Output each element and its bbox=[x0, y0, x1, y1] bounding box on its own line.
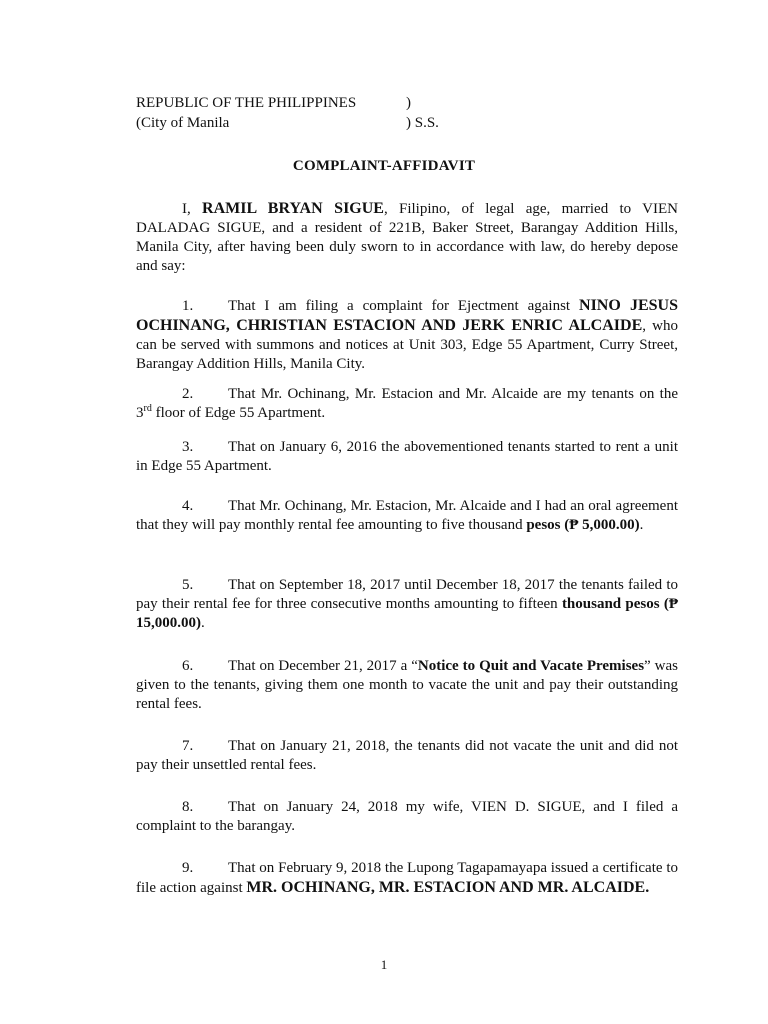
paragraph-text: That on January 21, 2018, the tenants did not vacate the unit and did not pay their unsettled rental fees. bbox=[136, 738, 678, 773]
respondents-names: NINO JESUS OCHINANG, CHRISTIAN ESTACION AND JERK ENRIC ALCAIDE bbox=[136, 297, 678, 334]
venue-paren: ) bbox=[406, 95, 411, 111]
paragraph-number: 8. bbox=[182, 799, 194, 815]
ordinal-suffix: rd bbox=[143, 403, 152, 414]
venue-country: REPUBLIC OF THE PHILIPPINES bbox=[136, 95, 357, 111]
amount-bold: pesos (₱ 5,000.00) bbox=[526, 517, 640, 533]
paragraph-8 bbox=[136, 798, 678, 836]
paragraph-text: That on January 24, 2018 my wife, VIEN D. SIGUE, and I filed a complaint to the barangay. bbox=[136, 799, 678, 834]
intro-text: , Filipino, of legal age, married to VIEN DALADAG SIGUE, and a resident of 221B, Baker Street, Barangay Addition Hills, Manila City, after having been duly sworn to in accordance with law, do hereby depose and say: bbox=[136, 201, 678, 274]
paragraph-number: 5. bbox=[182, 577, 194, 593]
page-number: 1 bbox=[380, 957, 388, 972]
paragraph-5 bbox=[136, 576, 678, 633]
paragraph-number: 1. bbox=[182, 298, 194, 314]
notice-title: Notice to Quit and Vacate Premises bbox=[417, 658, 645, 674]
affiant-name: RAMIL BRYAN SIGUE bbox=[202, 200, 384, 217]
paragraph-6 bbox=[136, 657, 678, 714]
paragraph-text: That Mr. Ochinang, Mr. Estacion and Mr. Alcaide are my tenants on the 3 bbox=[136, 386, 678, 421]
intro-paragraph bbox=[136, 199, 678, 276]
paragraph-number: 3. bbox=[182, 439, 194, 455]
paragraph-text: That Mr. Ochinang, Mr. Estacion, Mr. Alcaide and I had an oral agreement that they will pay monthly rental fee amounting to five thousand bbox=[136, 498, 678, 533]
amount-bold: thousand pesos (₱ 15,000.00) bbox=[136, 596, 679, 631]
paragraph-number: 7. bbox=[182, 738, 194, 754]
paragraph-number: 9. bbox=[182, 860, 194, 876]
paragraph-number: 2. bbox=[182, 386, 194, 402]
paragraph-number: 4. bbox=[182, 498, 194, 514]
paragraph-text: . bbox=[639, 517, 644, 533]
paragraph-text: That on December 21, 2017 a “ bbox=[228, 658, 418, 674]
paragraph-text: , who can be served with summons and notices at Unit 303, Edge 55 Apartment, Curry Street, Barangay Addition Hills, Manila City. bbox=[136, 318, 678, 372]
intro-prefix: I, bbox=[182, 201, 203, 217]
paragraph-4 bbox=[136, 497, 678, 535]
paragraph-text: ” was given to the tenants, giving them one month to vacate the unit and pay their outstanding rental fees. bbox=[136, 658, 678, 712]
paragraph-text: That on September 18, 2017 until December 18, 2017 the tenants failed to pay their rental fee for three consecutive months amounting to fifteen bbox=[136, 577, 678, 612]
respondents-names: MR. OCHINANG, MR. ESTACION AND MR. ALCAIDE. bbox=[246, 879, 650, 896]
paragraph-text: That on February 9, 2018 the Lupong Tagapamayapa issued a certificate to file action against bbox=[136, 860, 678, 896]
paragraph-9 bbox=[136, 859, 678, 898]
document-title: COMPLAINT-AFFIDAVIT bbox=[292, 158, 476, 174]
paragraph-number: 6. bbox=[182, 658, 194, 674]
paragraph-2 bbox=[136, 385, 678, 423]
paragraph-text: floor of Edge 55 Apartment. bbox=[151, 405, 326, 421]
paragraph-text: . bbox=[201, 615, 205, 631]
venue-ss: ) S.S. bbox=[406, 115, 439, 131]
paragraph-text: That I am filing a complaint for Ejectment against bbox=[228, 298, 580, 314]
paragraph-text: That on January 6, 2016 the abovementioned tenants started to rent a unit in Edge 55 Apartment. bbox=[136, 439, 678, 474]
venue-block bbox=[136, 94, 439, 134]
paragraph-3 bbox=[136, 438, 678, 476]
venue-city: (City of Manila bbox=[136, 115, 230, 131]
venue-line-1 bbox=[136, 94, 411, 114]
paragraph-1 bbox=[136, 296, 678, 374]
venue-line-2 bbox=[136, 114, 439, 134]
paragraph-7 bbox=[136, 737, 678, 775]
